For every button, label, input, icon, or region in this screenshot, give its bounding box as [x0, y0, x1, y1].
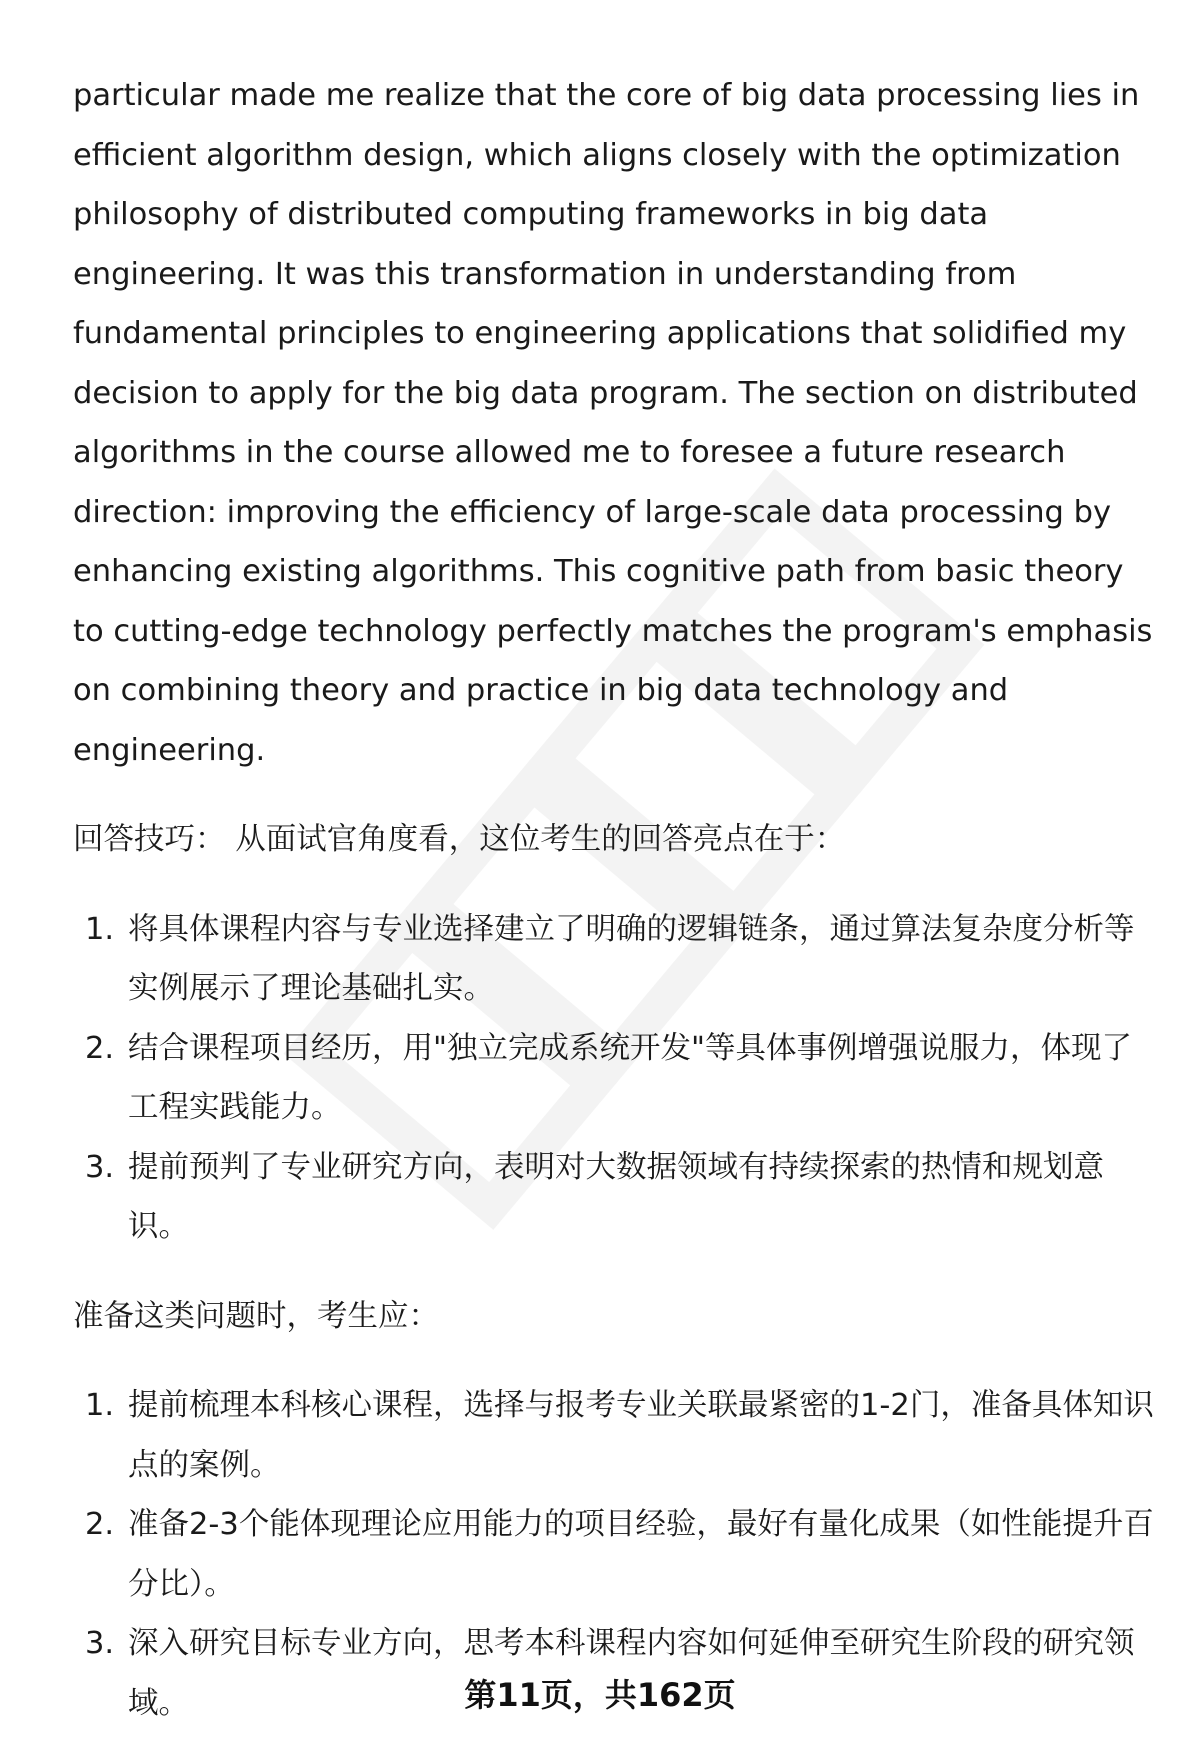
list-item-text: 将具体课程内容与专业选择建立了明确的逻辑链条，通过算法复杂度分析等实例展示了理论基础扎实。 — [128, 911, 1135, 1006]
prep-list-item — [73, 1376, 1158, 1495]
tips-list — [73, 900, 1158, 1257]
prep-lead: 准备这类问题时，考生应： — [73, 1298, 439, 1334]
list-number: 2. — [85, 1030, 115, 1066]
list-number: 2. — [85, 1507, 115, 1542]
list-item-text: 准备2-3个能体现理论应用能力的项目经验，最好有量化成果（如性能提升百分比）。 — [128, 1507, 1154, 1602]
tips-list-item — [73, 1019, 1158, 1138]
tips-list-item — [73, 1138, 1158, 1257]
body-paragraph-english: particular made me realize that the core of big data processing lies in efficient algorithm design, which aligns closely with the optimization philosophy of distributed computing frameworks in big data engineering. It was this transformation in understanding from fundamental principles to engineering applications that solidified my decision to apply for the big data program. The section on distributed algorithms in the course allowed me to foresee a future research direction: improving the efficiency of large-scale data processing by enhancing existing algorithms. This cognitive path from basic theory to cutting-edge technology perfectly matches the program's emphasis on combining theory and practice in big data technology and engineering. — [73, 78, 1153, 768]
list-number: 3. — [85, 1149, 115, 1185]
list-item-text: 深入研究目标专业方向，思考本科课程内容如何延伸至研究生阶段的研究领域。 — [128, 1626, 1135, 1721]
list-number: 1. — [85, 911, 115, 947]
list-item-text: 提前梳理本科核心课程，选择与报考专业关联最紧密的1-2门，准备具体知识点的案例。 — [128, 1388, 1154, 1483]
prep-list-item — [73, 1495, 1158, 1614]
list-number: 1. — [85, 1388, 115, 1423]
main-content — [73, 66, 1158, 1733]
list-item-text: 结合课程项目经历，用"独立完成系统开发"等具体事例增强说服力，体现了工程实践能力。 — [128, 1030, 1133, 1125]
tips-lead: 回答技巧： 从面试官角度看，这位考生的回答亮点在于： — [73, 822, 846, 857]
tips-list-item — [73, 900, 1158, 1019]
page-number-footer: 第11页，共162页 — [464, 1676, 736, 1714]
list-number: 3. — [85, 1626, 115, 1661]
list-item-text: 提前预判了专业研究方向，表明对大数据领域有持续探索的热情和规划意识。 — [128, 1149, 1104, 1244]
